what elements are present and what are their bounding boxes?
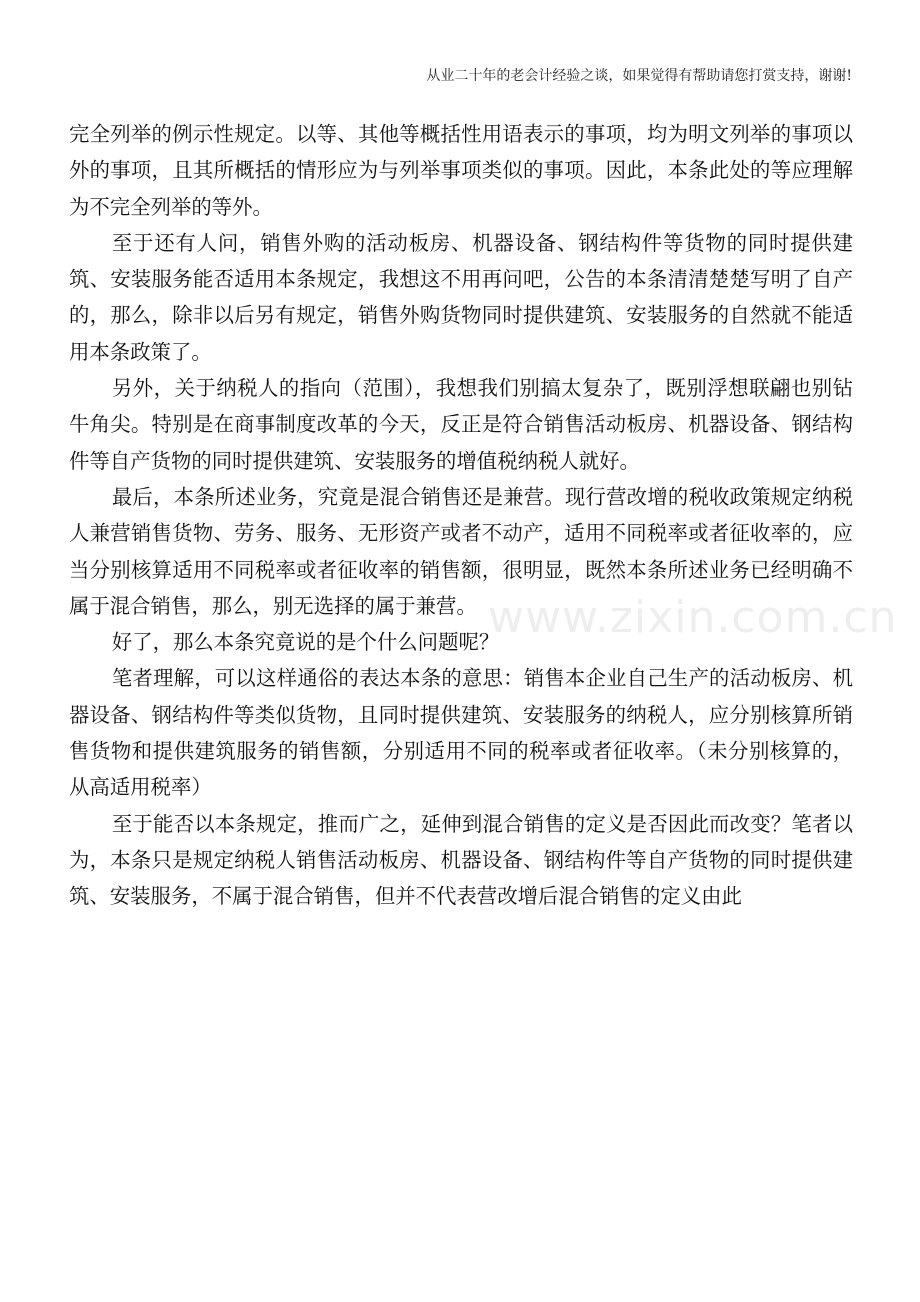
paragraph-1-continuation: 完全列举的例示性规定。以等、其他等概括性用语表示的事项，均为明文列举的事项以外的事项，且其所概括的情形应为与列举事项类似的事项。因此，本条此处的等应理解为不完全列举的等外。 bbox=[69, 122, 853, 219]
document-body bbox=[69, 116, 853, 915]
paragraph-5: 好了，那么本条究竟说的是个什么问题呢？ bbox=[111, 630, 500, 655]
paragraph-3: 另外，关于纳税人的指向（范围），我想我们别搞太复杂了，既别浮想联翩也别钻牛角尖。特别是在商事制度改革的今天，反正是符合销售活动板房、机器设备、钢结构件等自产货物的同时提供建筑、安装服务的增值税纳税人就好。 bbox=[69, 376, 853, 473]
paragraph-6: 笔者理解，可以这样通俗的表达本条的意思：销售本企业自己生产的活动板房、机器设备、钢结构件等类似货物，且同时提供建筑、安装服务的纳税人，应分别核算所销售货物和提供建筑服务的销售额，分别适用不同的税率或者征收率。（未分别核算的，从高适用税率） bbox=[69, 666, 853, 800]
paragraph-2: 至于还有人问，销售外购的活动板房、机器设备、钢结构件等货物的同时提供建筑、安装服务能否适用本条规定，我想这不用再问吧，公告的本条清清楚楚写明了自产的，那么，除非以后另有规定，销售外购货物同时提供建筑、安装服务的自然就不能适用本条政策了。 bbox=[69, 230, 853, 364]
paragraph-4: 最后，本条所述业务，究竟是混合销售还是兼营。现行营改增的税收政策规定纳税人兼营销售货物、劳务、服务、无形资产或者不动产，适用不同税率或者征收率的，应当分别核算适用不同税率或者征收率的销售额，很明显，既然本条所述业务已经明确不属于混合销售，那么，别无选择的属于兼营。 bbox=[69, 484, 853, 618]
page-header-note: 从业二十年的老会计经验之谈，如果觉得有帮助请您打赏支持，谢谢! bbox=[426, 68, 852, 84]
watermark: www.zixin.com.cn bbox=[488, 592, 898, 643]
paragraph-7: 至于能否以本条规定，推而广之，延伸到混合销售的定义是否因此而改变？笔者以为，本条只是规定纳税人销售活动板房、机器设备、钢结构件等自产货物的同时提供建筑、安装服务，不属于混合销售，但并不代表营改增后混合销售的定义由此 bbox=[69, 811, 853, 909]
